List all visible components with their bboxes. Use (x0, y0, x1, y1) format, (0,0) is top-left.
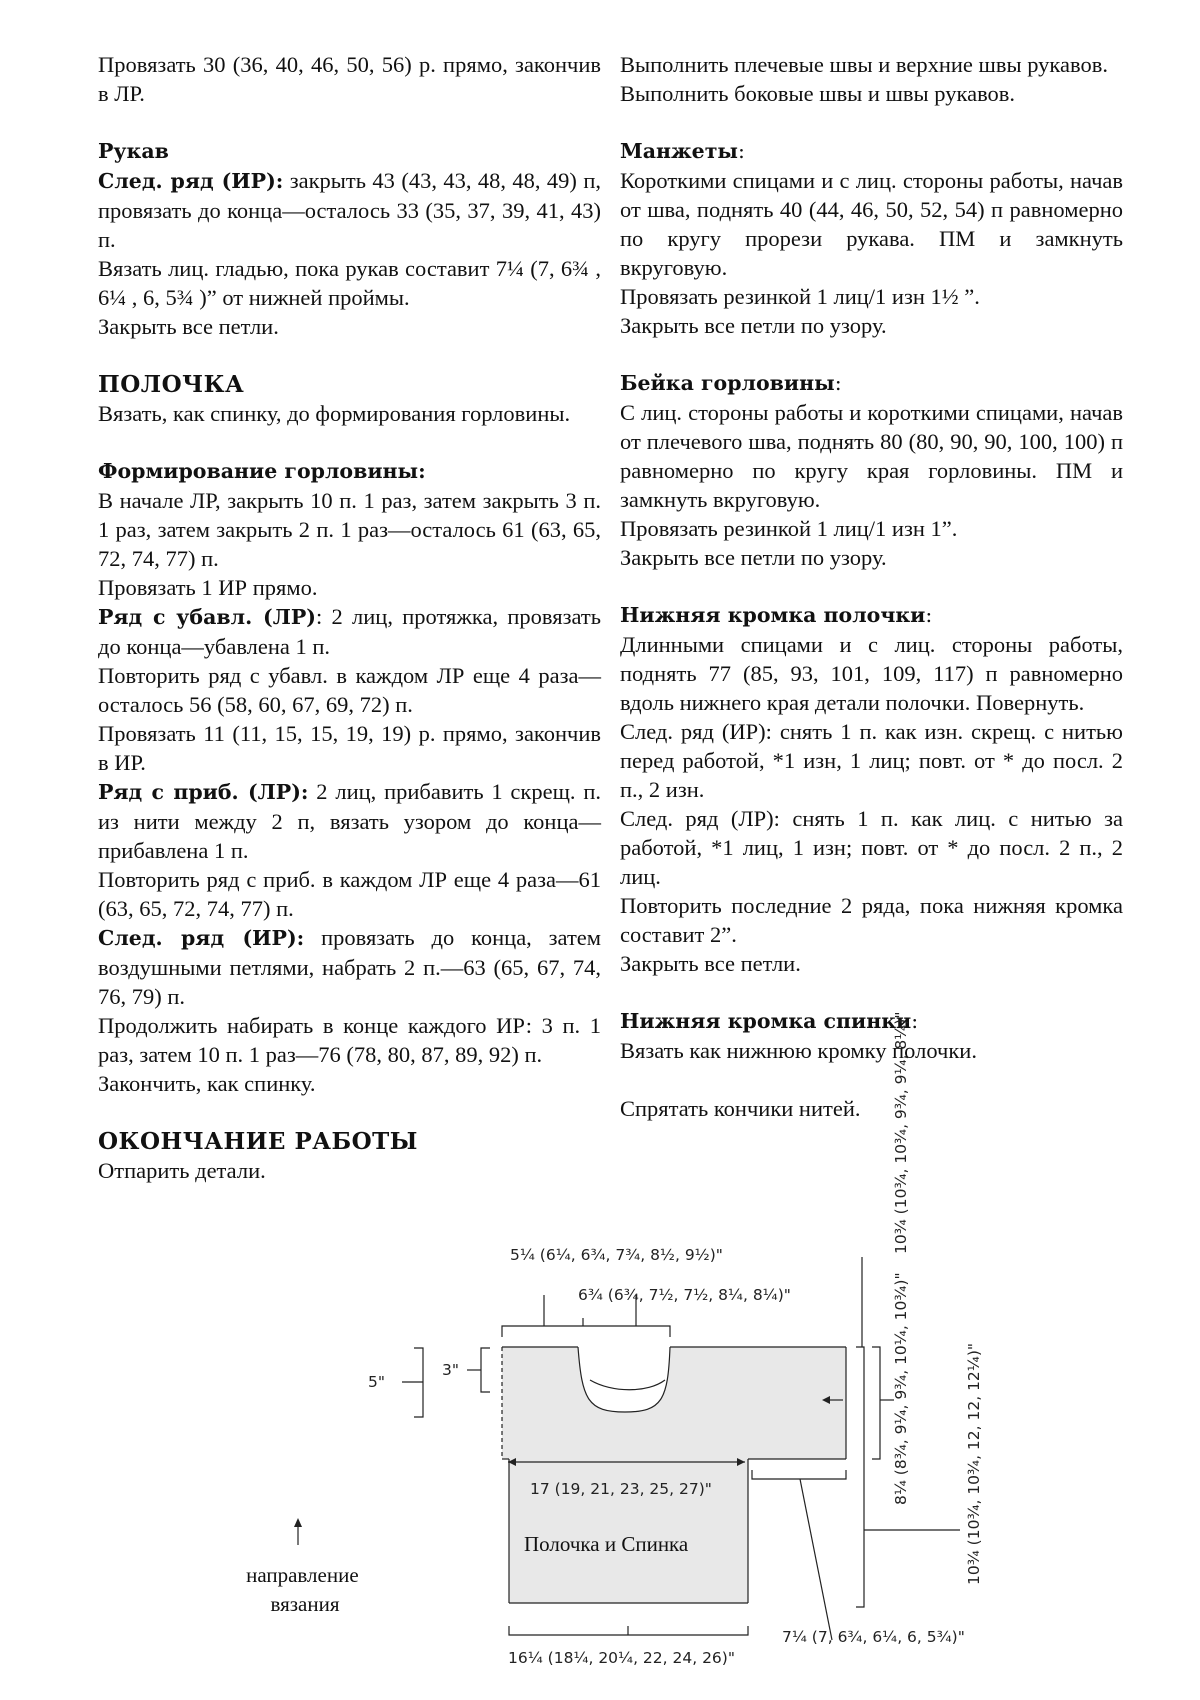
dim-shoulder-bracket (502, 1326, 670, 1337)
row-label: След. ряд (ИР): (98, 926, 305, 950)
label-5: 5" (368, 1373, 385, 1391)
garment-shape (502, 1347, 846, 1603)
label-3: 3" (442, 1361, 459, 1379)
dim-sleeve-h-bracket (872, 1347, 880, 1459)
paragraph: Выполнить боковые швы и швы рукавов. (620, 81, 1016, 106)
paragraph: Вязать лиц. гладью, пока рукав составит 7¼ (7, 6¾ , 6¼ , 6, 5¾ )” от нижней проймы. (98, 256, 601, 310)
section-heading-front-edge: Нижняя кромка полочки: (620, 603, 933, 627)
paragraph: Выполнить плечевые швы и верхние швы рукавов. (620, 52, 1108, 77)
label-direction-line2: вязания (270, 1592, 340, 1616)
paragraph: Вязать как нижнюю кромку полочки. (620, 1038, 977, 1063)
label-sleeve-height: 8¼ (8¾, 9¼, 9¾, 10¼, 10¾)" (892, 1272, 910, 1505)
row-text: провязать до конца, затем воздушными петлями, набрать 2 п.—63 (65, 67, 74, 76, 79) п. (98, 925, 602, 1009)
section-heading-cuffs: Манжеты: (620, 139, 745, 163)
paragraph: Вязать, как спинку, до формирования горловины. (98, 401, 571, 426)
paragraph: С лиц. стороны работы и короткими спицами, начав от плечевого шва, поднять 80 (80, 90, 90, 100, 100) п равномерно по кругу края горловины. ПМ и замкнуть вкруговую. (620, 400, 1123, 512)
label-neck-width: 6¾ (6¾, 7½, 7½, 8¼, 8¼)" (578, 1286, 791, 1304)
label-shoulder: 5¼ (6¼, 6¾, 7¾, 8½, 9½)" (510, 1246, 723, 1264)
label-sleeve-length: 7¼ (7, 6¾, 6¼, 6, 5¾)" (782, 1628, 965, 1646)
paragraph: Провязать резинкой 1 лиц/1 изн 1½ ”. (620, 284, 980, 309)
section-heading-back-edge: Нижняя кромка спинки: (620, 1009, 919, 1033)
row-label: Ряд с приб. (ЛР): (98, 780, 309, 804)
arrowhead (294, 1518, 302, 1527)
row-label: Ряд с убавл. (ЛР) (98, 605, 316, 629)
dim-armhole-bracket (856, 1347, 864, 1607)
label-piece: Полочка и Спинка (524, 1532, 689, 1556)
paragraph: Отпарить детали. (98, 1158, 266, 1183)
paragraph: Закрыть все петли по узору. (620, 545, 887, 570)
paragraph: Провязать резинкой 1 лиц/1 изн 1”. (620, 516, 958, 541)
row-text: 2 лиц, прибавить 1 скрещ. п. из нити между 2 п, вязать узором до конца—прибавлена 1 п. (98, 779, 602, 863)
dim-sleeve-leader (800, 1479, 832, 1640)
paragraph: Длинными спицами и с лиц. стороны работы, поднять 77 (85, 93, 101, 109, 117) п равномерно вдоль нижнего края детали полочки. Повернуть. (620, 632, 1123, 715)
label-armhole: 10¾ (10¾, 10¾, 9¾, 9¼, 8¼)" (892, 1011, 910, 1254)
paragraph: Закрыть все петли. (620, 951, 801, 976)
paragraph: Закрыть все петли. (98, 314, 279, 339)
label-total-height: 10¾ (10¾, 10¾, 12, 12, 12¼)" (965, 1343, 983, 1585)
paragraph: Короткими спицами и с лиц. стороны работы, начав от шва, поднять 40 (44, 46, 50, 52, 54) п равномерно по кругу прорези рукава. ПМ и замкнуть вкруговую. (620, 168, 1123, 280)
paragraph: В начале ЛР, закрыть 10 п. 1 раз, затем закрыть 3 п. 1 раз, затем закрыть 2 п. 1 раз—осталось 61 (63, 65, 72, 74, 77) п. (98, 488, 601, 571)
dim-3-bracket (481, 1348, 490, 1392)
paragraph: Повторить последние 2 ряда, пока нижняя кромка составит 2”. (620, 893, 1123, 947)
paragraph: Повторить ряд с приб. в каждом ЛР еще 4 раза—61 (63, 65, 72, 74, 77) п. (98, 867, 601, 921)
section-heading-neckband: Бейка горловины: (620, 371, 842, 395)
paragraph: След. ряд (ИР): снять 1 п. как изн. скрещ. с нитью перед работой, *1 изн, 1 лиц; повт. от * до посл. 2 п., 2 изн. (620, 719, 1123, 802)
row-label: След. ряд (ИР): (98, 169, 284, 193)
label-hem-width: 16¼ (18¼, 20¼, 22, 24, 26)" (508, 1649, 735, 1667)
paragraph: Повторить ряд с убавл. в каждом ЛР еще 4 раза—осталось 56 (58, 60, 67, 69, 72) п. (98, 663, 601, 717)
paragraph: Продолжить набирать в конце каждого ИР: 3 п. 1 раз, затем 10 п. 1 раз—76 (78, 80, 87, 89, 92) п. (98, 1013, 601, 1067)
section-heading-neck: Формирование горловины: (98, 459, 426, 483)
dim-sleeve-bracket (752, 1470, 846, 1479)
paragraph: Провязать 11 (11, 15, 15, 19, 19) р. прямо, закончив в ИР. (98, 721, 601, 775)
label-direction-line1: направление (246, 1563, 359, 1587)
label-body-width: 17 (19, 21, 23, 25, 27)" (530, 1480, 712, 1498)
label-direction (246, 1563, 364, 1616)
paragraph: Провязать 30 (36, 40, 46, 50, 56) р. прямо, закончив в ЛР. (98, 52, 601, 106)
paragraph: Спрятать кончики нитей. (620, 1096, 861, 1121)
row-text: закрыть 43 (43, 43, 48, 48, 49) п, провязать до конца—осталось 33 (35, 37, 39, 41, 43) п. (98, 168, 601, 252)
row-text: : 2 лиц, протяжка, провязать до конца—убавлена 1 п. (98, 604, 601, 659)
paragraph: Закрыть все петли по узору. (620, 313, 887, 338)
paragraph: Закончить, как спинку. (98, 1071, 316, 1096)
section-heading-finishing: ОКОНЧАНИЕ РАБОТЫ (98, 1128, 418, 1155)
section-heading-sleeve: Рукав (98, 139, 169, 163)
paragraph: След. ряд (ЛР): снять 1 п. как лиц. с нитью за работой, *1 лиц, 1 изн; повт. от * до посл. 2 п., 2 лиц. (620, 806, 1123, 889)
neckline (578, 1347, 670, 1412)
paragraph: Провязать 1 ИР прямо. (98, 575, 318, 600)
section-heading-front: ПОЛОЧКА (98, 371, 245, 398)
